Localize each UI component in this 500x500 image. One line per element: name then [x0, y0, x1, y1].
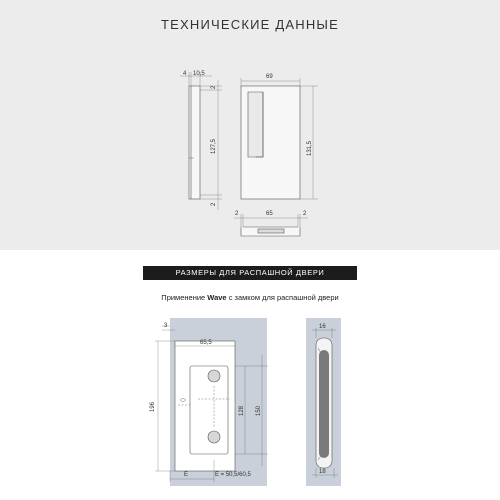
dim-128: 128	[239, 405, 245, 416]
dim-16: 16	[319, 324, 326, 330]
dim-131-5: 131,5	[307, 140, 313, 156]
dim-e-label: E	[184, 472, 189, 478]
dim-2-right: 2	[303, 211, 307, 217]
dim-2-bottom: 2	[211, 202, 217, 206]
dim-e-formula: E = 50,5/60,5	[215, 472, 251, 478]
caption-suffix: с замком для распашной двери	[226, 293, 339, 302]
handle-profile-drawing	[306, 318, 341, 486]
dim-2-left: 2	[235, 211, 239, 217]
dim-65: 65	[266, 211, 273, 217]
dim-3: 3	[164, 323, 168, 329]
caption-prefix: Применение	[161, 293, 208, 302]
caption-model: Wave	[207, 293, 227, 302]
dim-4: 4	[183, 71, 187, 77]
dim-150: 150	[256, 405, 262, 416]
page-title: ТЕХНИЧЕСКИЕ ДАННЫЕ	[161, 17, 339, 32]
section-banner-text: РАЗМЕРЫ ДЛЯ РАСПАШНОЙ ДВЕРИ	[175, 268, 325, 277]
dim-65-5: 65,5	[200, 340, 212, 346]
application-caption	[0, 293, 500, 302]
section-banner	[143, 266, 357, 280]
dim-10-5: 10,5	[193, 71, 205, 77]
dim-127-5: 127,5	[211, 138, 217, 154]
dim-18: 18	[319, 469, 326, 475]
dim-69: 69	[266, 74, 273, 80]
dim-196: 196	[150, 401, 156, 412]
dim-2-top: 2	[211, 85, 217, 89]
bottom-view-drawing	[234, 214, 308, 236]
side-view-drawing	[241, 78, 318, 199]
